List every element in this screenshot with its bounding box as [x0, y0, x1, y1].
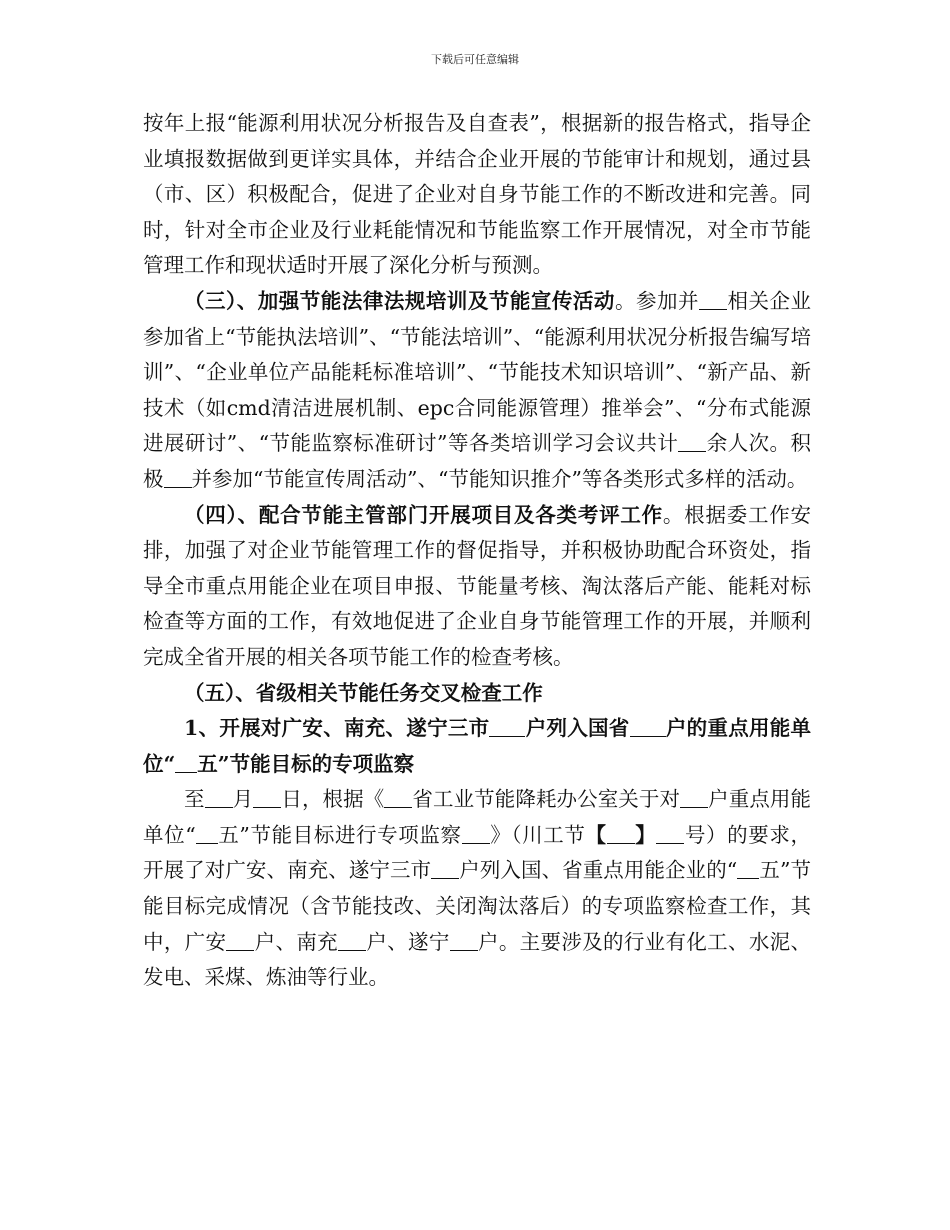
paragraph-text: 五”节能目标完成情况（含节能技改、关闭淘汰落后）的专项监察检查工作，其中，广安: [143, 858, 812, 954]
blank-field: [462, 823, 490, 844]
paragraph-text: 日，根据《: [281, 787, 385, 812]
document-body: [143, 106, 811, 996]
section-heading-3: （三）、加强节能法律法规培训及节能宣传活动: [184, 288, 615, 313]
paragraph-text: 户列入国、省重点用能企业的“: [459, 858, 738, 883]
subheading-text: 五”节能目标的专项监察: [197, 751, 415, 776]
blank-field: [656, 823, 684, 844]
subheading-text: 户的重点用能单位“: [143, 716, 812, 776]
blank-field: [607, 823, 635, 844]
subheading-text: 户列入国省: [525, 716, 630, 741]
paragraph-text: 相关企业参加省上“节能执法培训”、“节能法培训”、“能源利用状况分析报告编写培训”、“企业单位产品能耗标准培训”、“节能技术知识培训”、“新产品、新技术（如cmd清洁进展机制、epc合同能源管理）推举会”、“分布式能源进展研讨”、“节能监察标准研讨”等各类培训学习会议共计: [143, 288, 812, 456]
blank-field: [737, 858, 759, 879]
blank-field: [164, 467, 192, 488]
bracket-close: 】: [634, 822, 657, 847]
paragraph-text: 。根据委工作安排，加强了对企业节能管理工作的督促指导，并积极协助配合环资处，指导全市重点用能企业在项目申报、节能量考核、淘汰落后产能、能耗对标检查等方面的工作，有效地促进了企业自身节能管理工作的开展，并顺利完成全省开展的相关各项节能工作的检查考核。: [143, 502, 812, 669]
blank-field: [384, 787, 412, 808]
page-header-note: 下载后可任意编辑: [431, 53, 519, 66]
paragraph-text: 号）的要求，开展了对广安、南充、遂宁三市: [143, 822, 811, 883]
paragraph-training: [143, 284, 811, 498]
paragraph-text: 户重点用能单位“: [143, 787, 812, 847]
blank-field: [196, 823, 218, 844]
paragraph-text: 并参加“节能宣传周活动”、“节能知识推介”等各类形式多样的活动。: [191, 466, 808, 491]
blank-field: [175, 752, 197, 773]
paragraph-text: 户、南充: [254, 929, 339, 954]
blank-field: [226, 930, 254, 951]
paragraph-energy-report: 按年上报“能源利用状况分析报告及自查表”，根据新的报告格式，指导企业填报数据做到更详实具体，并结合企业开展的节能审计和规划，通过县（市、区）积极配合，促进了企业对自身节能工作的不断改进和完善。同时，针对全市企业及行业耗能情况和节能监察工作开展情况，对全市节能管理工作和现状适时开展了深化分析与预测。: [143, 111, 811, 278]
paragraph-text: 月: [232, 787, 254, 812]
section-heading-5: （五）、省级相关节能任务交叉检查工作: [184, 680, 543, 705]
blank-field: [205, 787, 233, 808]
subheading-text: 1、开展对广安、南充、遂宁三市: [184, 716, 490, 741]
paragraph-text: 户。主要涉及的行业有化工、水泥、发电、采煤、炼油等行业。: [143, 929, 812, 990]
paragraph-text: 。参加并: [614, 288, 699, 313]
paragraph-inspection-detail: [143, 782, 811, 996]
subheading-inspection: [143, 711, 811, 782]
blank-field: [450, 930, 478, 951]
blank-field: [338, 930, 366, 951]
paragraph-cooperation: [143, 498, 811, 676]
section-heading-4: （四）、配合节能主管部门开展项目及各类考评工作: [184, 502, 663, 527]
blank-field: [431, 858, 459, 879]
blank-field: [489, 716, 525, 737]
blank-field: [699, 289, 727, 310]
paragraph-text: 余人次。积极: [143, 431, 811, 491]
paragraph-text: 》（川工节: [489, 822, 586, 847]
paragraph-text: 至: [184, 787, 205, 812]
blank-field: [680, 787, 708, 808]
blank-field: [253, 787, 281, 808]
blank-field: [630, 716, 666, 737]
paragraph-text: 户、遂宁: [366, 929, 450, 954]
paragraph-text: 省工业节能降耗办公室关于对: [412, 787, 681, 812]
paragraph-text: 五”节能目标进行专项监察: [217, 822, 462, 847]
blank-field: [678, 431, 706, 452]
bracket-open: 【: [585, 822, 607, 847]
